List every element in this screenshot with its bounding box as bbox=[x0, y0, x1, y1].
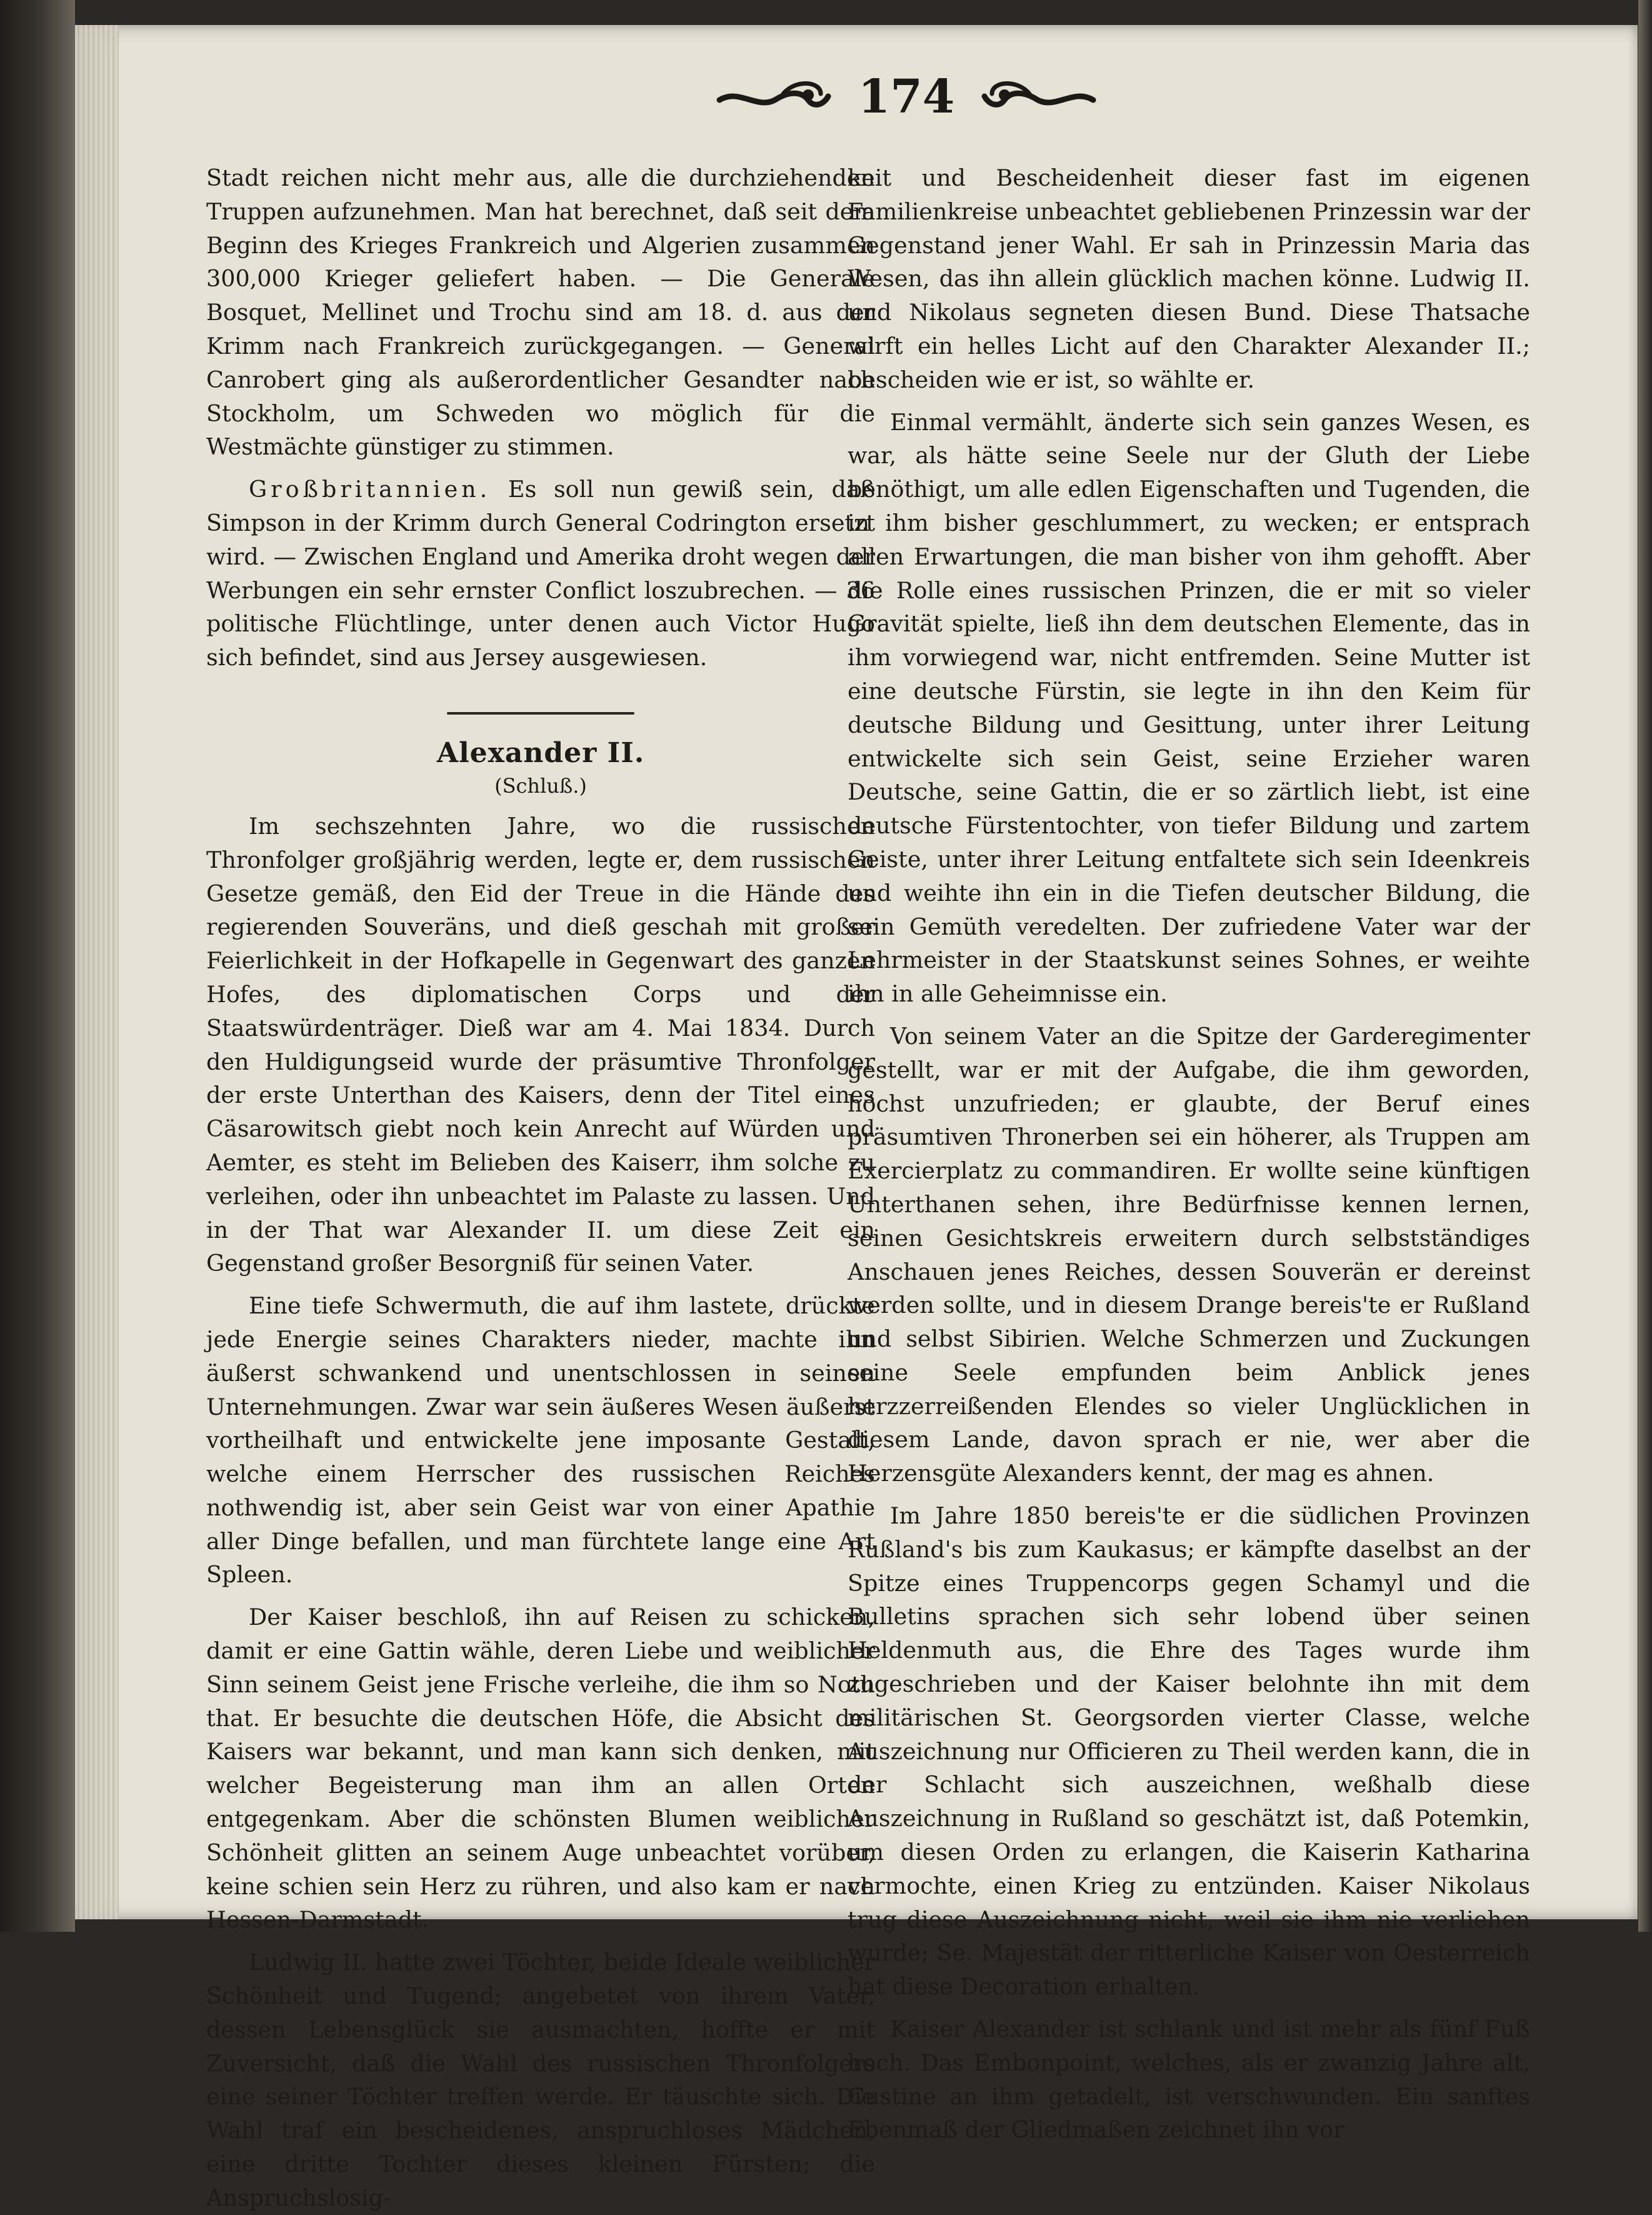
ornament-left-icon bbox=[714, 75, 833, 119]
article-paragraph-4: Ludwig II. hatte zwei Töchter, beide Ideale weiblicher Schönheit und Tugend; angebetet von ihrem Vater, dessen Lebensglück sie ausmachten, hoffte er mit Zuversicht, daß die Wahl des russischen Thronfolgers eine seiner Töchter treffen werde. Er täuschte sich. Die Wahl traf ein bescheidenes, anspruchloses Mädchen, eine dritte Tochter dieses kleinen Fürsten; die Anspruchslosig- bbox=[206, 1949, 875, 2211]
section-divider bbox=[447, 712, 634, 715]
left-column bbox=[206, 161, 875, 2215]
article-paragraph-2: Eine tiefe Schwermuth, die auf ihm lastete, drückte jede Energie seines Charakters nieder, machte ihn äußerst schwankend und unentschlossen in seinen Unternehmungen. Zwar war sein äußeres Wesen äußerst vortheilhaft und entwickelte jene imposante Gestalt, welche einem Herrscher des russischen Reiches nothwendig ist, aber sein Geist war von einer Apathie aller Dinge befallen, und man fürchtete lange eine Art Spleen. bbox=[206, 1292, 875, 1589]
news-text-britain: Es soll nun gewiß sein, daß Simpson in der Krimm durch General Codrington ersetzt wird. — Zwischen England und Amerika droht wegen der Werbungen ein sehr ernster Conflict loszubrechen. — 36 politische Flüchtlinge, unter denen auch Victor Hugo sich befindet, sind aus Jersey ausgewiesen. bbox=[206, 476, 875, 671]
scan-background-right bbox=[1638, 0, 1652, 1932]
news-paragraph-britain bbox=[206, 473, 875, 675]
article-paragraph-6: Einmal vermählt, änderte sich sein ganzes Wesen, es war, als hätte seine Seele nur der Gluth der Liebe benöthigt, um alle edlen Eigenschaften und Tugenden, die in ihm bisher geschlummert, zu wecken; er entsprach allen Erwartungen, die man bisher von ihm gehofft. Aber die Rolle eines russischen Prinzen, die er mit so vieler Gravität spielte, ließ ihn dem deutschen Elemente, das in ihm vorwiegend war, nicht entfremden. Seine Mutter ist eine deutsche Fürstin, sie legte in ihn den Keim für deutsche Bildung und Gesittung, unter ihrer Leitung entwickelte sich sein Geist, seine Erzieher waren Deutsche, seine Gattin, die er so zärtlich liebt, ist eine deutsche Fürstentochter, von tiefer Bildung und zartem Geiste, unter ihrer Leitung entfaltete sich sein Ideenkreis und weihte ihn ein in die Tiefen deutscher Bildung, die sein Gemüth veredelten. Der zufriedene Vater war der Lehrmeister in der Staatskunst seines Sohnes, er weihte ihn in alle Geheimnisse ein. bbox=[848, 408, 1530, 1008]
article-title: Alexander II. bbox=[436, 736, 645, 769]
article-paragraph-5: keit und Bescheidenheit dieser fast im eigenen Familienkreise unbeachtet gebliebenen Prinzessin war der Gegenstand jener Wahl. Er sah in Prinzessin Maria das Wesen, das ihn allein glücklich machen könne. Ludwig II. und Nikolaus segneten diesen Bund. Diese Thatsache wirft ein helles Licht auf den Charakter Alexander II.; bescheiden wie er ist, so wählte er. bbox=[848, 164, 1530, 393]
page-number: 174 bbox=[858, 70, 955, 124]
right-column bbox=[848, 161, 1530, 2147]
ornament-right-icon bbox=[979, 75, 1098, 119]
article-subtitle: (Schluß.) bbox=[494, 773, 587, 798]
article-paragraph-9: Kaiser Alexander ist schlank und ist mehr als fünf Fuß hoch. Das Embonpoint, welches, als er zwanzig Jahre alt, Custine an ihm getadelt, ist verschwunden. Ein sanftes Ebenmaß der Gliedmaßen zeichnet ihn vor bbox=[848, 2016, 1530, 2144]
article-paragraph-3: Der Kaiser beschloß, ihn auf Reisen zu schicken, damit er eine Gattin wähle, deren Liebe und weiblicher Sinn seinem Geist jene Frische verleihe, die ihm so Noth that. Er besuchte die deutschen Höfe, die Absicht des Kaisers war bekannt, und man kann sich denken, mit welcher Begeisterung man ihm an allen Orten entgegenkam. Aber die schönsten Blumen weiblicher Schönheit glitten an seinem Auge unbeachtet vorüber, keine schien sein Herz zu rühren, und also kam er nach Hessen-Darmstadt. bbox=[206, 1604, 875, 1934]
section-lead-britain: Großbritannien. bbox=[249, 476, 491, 503]
news-paragraph-france: Stadt reichen nicht mehr aus, alle die durchziehenden Truppen aufzunehmen. Man hat berechnet, daß seit dem Beginn des Krieges Frankreich und Algerien zusammen 300,000 Krieger geliefert haben. — Die Generale Bosquet, Mellinet und Trochu sind am 18. d. aus der Krimm nach Frankreich zurückgegangen. — General Canrobert ging als außerordentlicher Gesandter nach Stockholm, um Schweden wo möglich für die Westmächte günstiger zu stimmen. bbox=[206, 164, 875, 461]
article-paragraph-7: Von seinem Vater an die Spitze der Garderegimenter gestellt, war er mit der Aufgabe, die ihm geworden, höchst unzufrieden; er glaubte, der Beruf eines präsumtiven Thronerben sei ein höherer, als Truppen am Exercierplatz zu commandiren. Er wollte seine künftigen Unterthanen sehen, ihre Bedürfnisse kennen lernen, seinen Gesichtskreis erweitern durch selbstständiges Anschauen jenes Reiches, dessen Souverän er dereinst werden sollte, und in diesem Drange bereis'te er Rußland und selbst Sibirien. Welche Schmerzen und Zuckungen seine Seele empfunden beim Anblick jenes herzzerreißenden Elendes so vieler Unglücklichen in diesem Lande, davon sprach er nie, wer aber die Herzensgüte Alexanders kennt, der mag es ahnen. bbox=[848, 1022, 1530, 1487]
page-header bbox=[688, 59, 1125, 134]
page-stack-edge bbox=[75, 25, 119, 1919]
article-paragraph-8: Im Jahre 1850 bereis'te er die südlichen Provinzen Rußland's bis zum Kaukasus; er kämpfte daselbst an der Spitze eines Truppencorps gegen Schamyl und die Bulletins sprachen sich sehr lobend über seinen Heldenmuth aus, die Ehre des Tages wurde ihm zugeschrieben und der Kaiser belohnte ihn mit dem militärischen St. Georgsorden vierter Classe, welche Auszeichnung nur Officieren zu Theil werden kann, die in der Schlacht sich auszeichnen, weßhalb diese Auszeichnung in Rußland so geschätzt ist, daß Potemkin, um diesen Orden zu erlangen, die Kaiserin Katharina vermochte, einen Krieg zu entzünden. Kaiser Nikolaus trug diese Auszeichnung nicht, weil sie ihm nie verliehen wurde; Se. Majestät der ritterliche Kaiser von Oesterreich hat diese Decoration erhalten. bbox=[848, 1502, 1530, 2001]
article-paragraph-1: Im sechszehnten Jahre, wo die russischen Thronfolger großjährig werden, legte er, dem russischen Gesetze gemäß, den Eid der Treue in die Hände des regierenden Souveräns, und dieß geschah mit großer Feierlichkeit in der Hofkapelle in Gegenwart des ganzen Hofes, des diplomatischen Corps und der Staatswürdenträger. Dieß war am 4. Mai 1834. Durch den Huldigungseid wurde der präsumtive Thronfolger der erste Unterthan des Kaisers, denn der Titel eines Cäsarowitsch giebt noch kein Anrecht auf Würden und Aemter, es steht im Belieben des Kaiserr, ihm solche zu verleihen, oder ihn unbeachtet im Palaste zu lassen. Und in der That war Alexander II. um diese Zeit ein Gegenstand großer Besorgniß für seinen Vater. bbox=[206, 812, 875, 1277]
scan-background-left bbox=[0, 0, 75, 1932]
